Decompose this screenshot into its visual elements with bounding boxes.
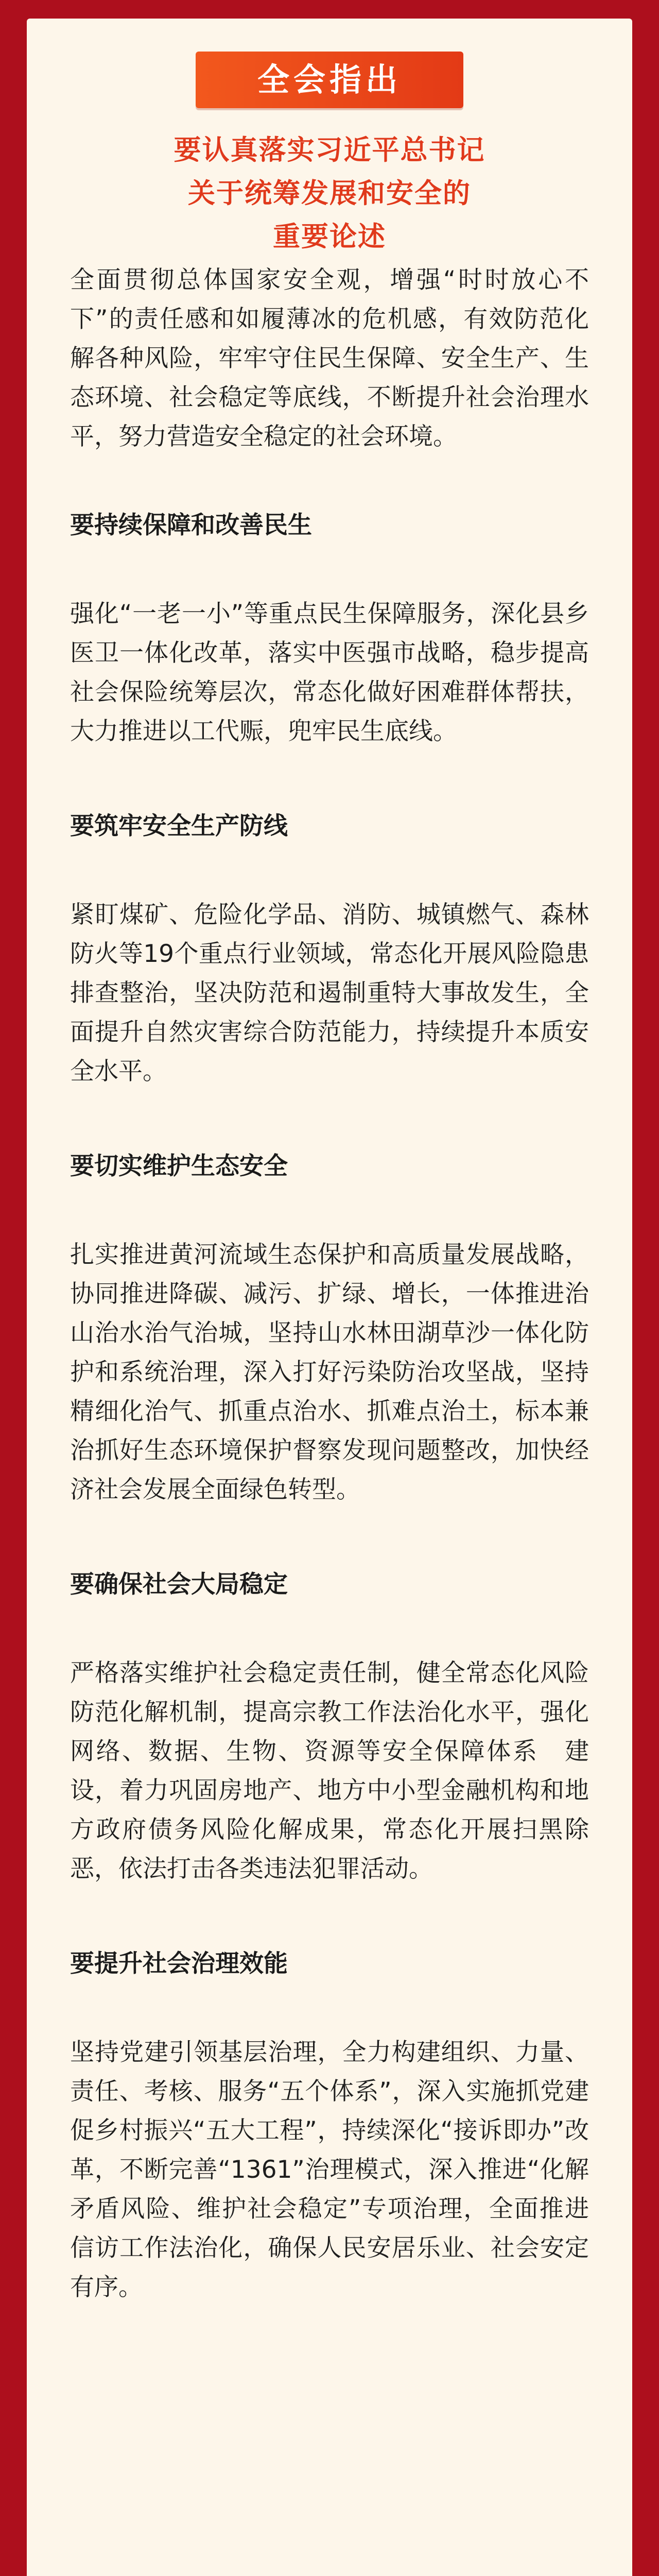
section-heading: 要提升社会治理效能 <box>70 1950 288 1978</box>
section-badge: 全会指出 <box>196 52 463 108</box>
section-paragraph: 紧盯煤矿、危险化学品、消防、城镇燃气、森林防火等19个重点行业领域，常态化开展风险隐患排查整治，坚决防范和遏制重特大事故发生，全面提升自然灾害综合防范能力，持续提升本质安全水平。 <box>70 901 589 1086</box>
title-line-2: 关于统筹发展和安全的 <box>188 178 471 209</box>
page-title <box>27 129 632 259</box>
title-line-3: 重要论述 <box>273 221 386 252</box>
content-panel <box>27 19 632 2576</box>
section-heading: 要确保社会大局稳定 <box>70 1570 288 1599</box>
section-heading: 要切实维护生态安全 <box>70 1152 288 1180</box>
section-paragraph: 坚持党建引领基层治理，全力构建组织、力量、责任、考核、服务“五个体系”，深入实施抓党建促乡村振兴“五大工程”，持续深化“接诉即办”改革，不断完善“1361”治理模式，深入推进“化解矛盾风险、维护社会稳定”专项治理，全面推进信访工作法治化，确保人民安居乐业、社会安定有序。 <box>70 2038 589 2301</box>
intro-paragraph: 全面贯彻总体国家安全观，增强“时时放心不下”的责任感和如履薄冰的危机感，有效防范化解各种风险，牢牢守住民生保障、安全生产、生态环境、社会稳定等底线，不断提升社会治理水平，努力营造安全稳定的社会环境。 <box>70 266 589 451</box>
section-paragraph: 扎实推进黄河流域生态保护和高质量发展战略，协同推进降碳、减污、扩绿、增长，一体推进治山治水治气治城，坚持山水林田湖草沙一体化防护和系统治理，深入打好污染防治攻坚战，坚持精细化治气、抓重点治水、抓难点治土，标本兼治抓好生态环境保护督察发现问题整改，加快经济社会发展全面绿色转型。 <box>70 1241 589 1504</box>
section-paragraph: 强化“一老一小”等重点民生保障服务，深化县乡医卫一体化改革，落实中医强市战略，稳步提高社会保险统筹层次，常态化做好困难群体帮扶，大力推进以工代赈，兜牢民生底线。 <box>70 600 589 745</box>
article-body <box>70 261 589 2307</box>
section-heading: 要筑牢安全生产防线 <box>70 812 288 840</box>
title-line-1: 要认真落实习近平总书记 <box>174 134 485 166</box>
section-heading: 要持续保障和改善民生 <box>70 511 312 539</box>
section-paragraph: 严格落实维护社会稳定责任制，健全常态化风险防范化解机制，提高宗教工作法治化水平，强化网络、数据、生物、资源等安全保障体系 建设，着力巩固房地产、地方中小型金融机构和地方政府债务风险化解成果，常态化开展扫黑除恶，依法打击各类违法犯罪活动。 <box>70 1659 589 1883</box>
